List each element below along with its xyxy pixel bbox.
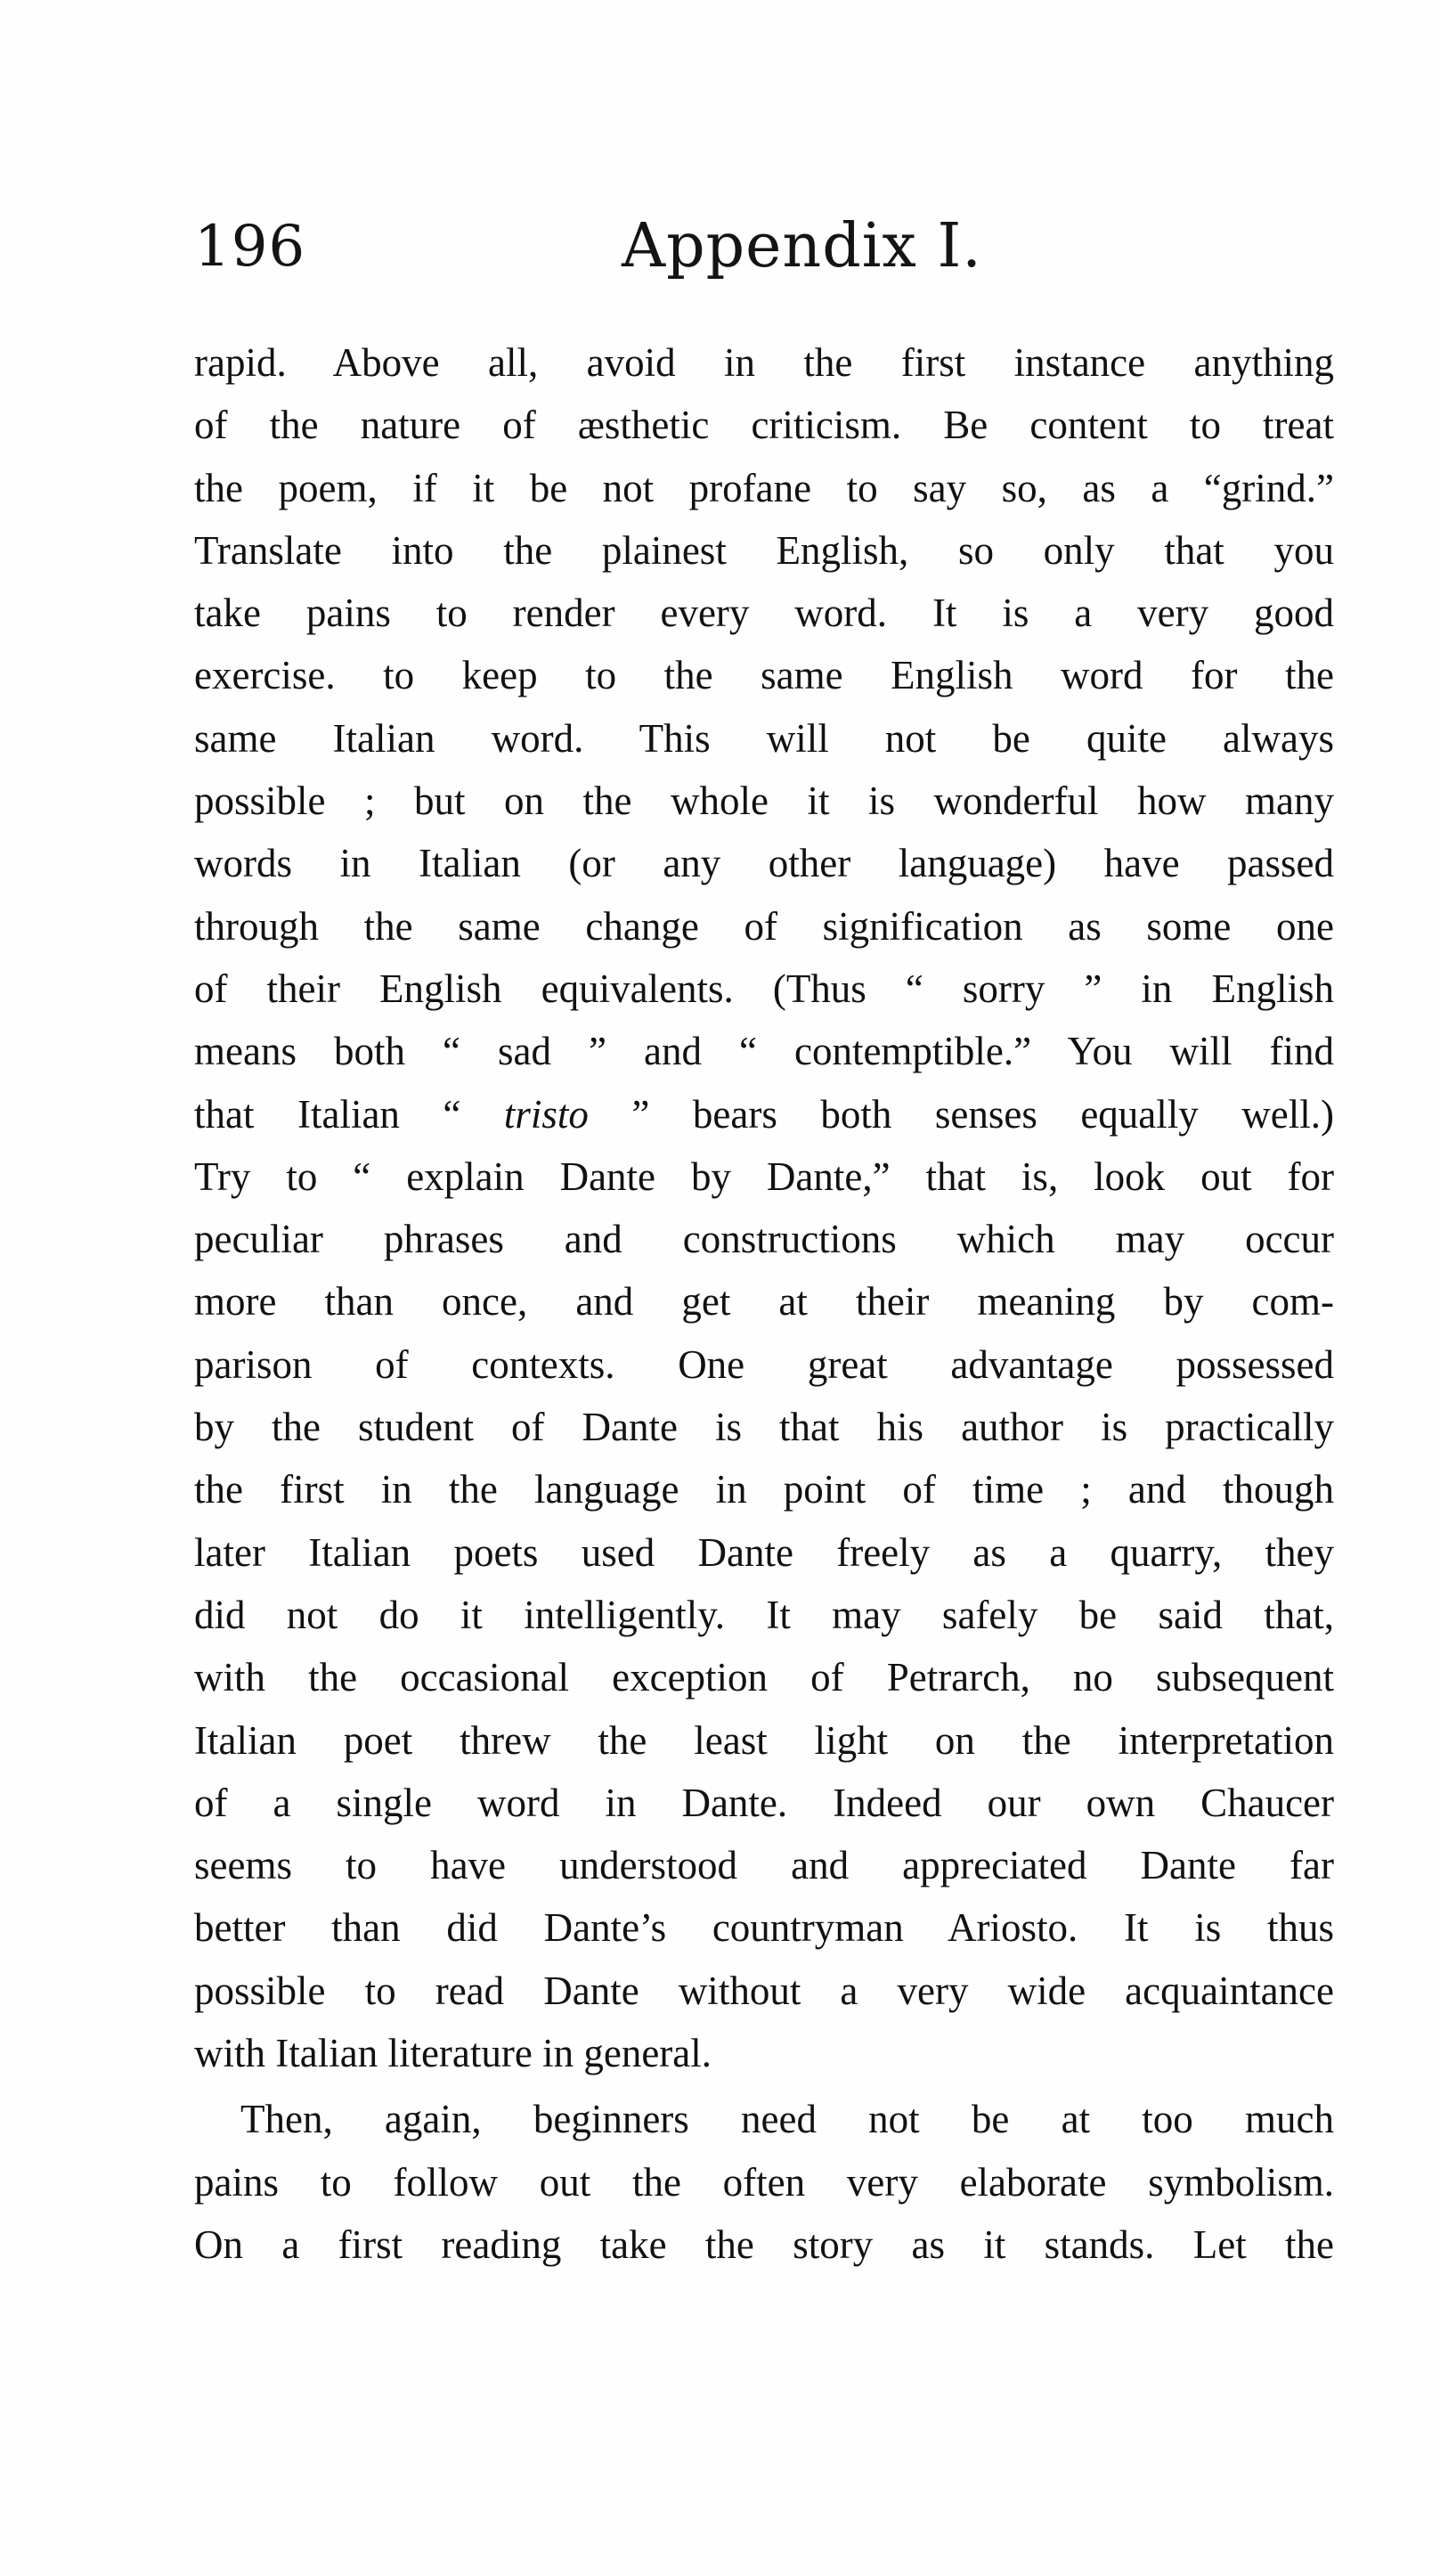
running-title: Appendix I. (622, 211, 982, 281)
text-line: did not do it intelligently. It may safely be said that, (194, 1592, 1334, 1637)
text-line: words in Italian (or any other language) have passed (194, 841, 1334, 886)
text-line: the poem, if it be not profane to say so, as a “grind.” (194, 465, 1334, 510)
text-line: better than did Dante’s countryman Ariosto. It is thus (194, 1905, 1334, 1951)
text-line: Then, again, beginners need not be at too much (240, 2097, 1334, 2142)
text-line: Translate into the plainest English, so only that you (194, 527, 1334, 573)
text-line: by the student of Dante is that his author is practically (194, 1405, 1334, 1450)
text-segment: ” bears both senses equally well.) (588, 1091, 1334, 1137)
text-line: same Italian word. This will not be quite always (194, 715, 1334, 761)
text-line: more than once, and get at their meaning by com- (194, 1279, 1334, 1325)
text-line: take pains to render every word. It is a very good (194, 591, 1334, 636)
text-line: On a first reading take the story as it stands. Let the (194, 2221, 1334, 2267)
text-line: of the nature of æsthetic criticism. Be content to treat (194, 403, 1334, 448)
text-line: seems to have understood and appreciated Dante far (194, 1843, 1334, 1888)
text-line: peculiar phrases and constructions which may occur (194, 1217, 1334, 1262)
paragraph-2 (194, 2088, 1334, 2276)
text-line: Try to “ explain Dante by Dante,” that is, look out for (194, 1153, 1334, 1199)
body-text (194, 331, 1334, 2276)
text-line: parison of contexts. One great advantage possessed (194, 1341, 1334, 1387)
text-line: possible ; but on the whole it is wonderful how many (194, 779, 1334, 824)
text-line: possible to read Dante without a very wide acquaintance (194, 1968, 1334, 2013)
text-line: the first in the language in point of time ; and though (194, 1467, 1334, 1512)
paragraph-1 (194, 331, 1334, 2084)
text-line: through the same change of signification as some one (194, 903, 1334, 949)
page-header (194, 207, 1334, 287)
text-line: of a single word in Dante. Indeed our own Chaucer (194, 1780, 1334, 1825)
text-line: pains to follow out the often very elaborate symbolism. (194, 2159, 1334, 2205)
text-line: later Italian poets used Dante freely as a quarry, they (194, 1529, 1334, 1575)
text-line: Italian poet threw the least light on the interpretation (194, 1717, 1334, 1763)
text-line: means both “ sad ” and “ contemptible.” You will find (194, 1029, 1334, 1074)
text-line: of their English equivalents. (Thus “ sorry ” in English (194, 966, 1334, 1011)
text-line: rapid. Above all, avoid in the first instance anything (194, 340, 1334, 385)
text-line: with the occasional exception of Petrarch, no subsequent (194, 1655, 1334, 1700)
text-line-italic (194, 1083, 1334, 1145)
text-line: with Italian literature in general. (194, 2031, 712, 2076)
page-number: 196 (194, 214, 306, 280)
text-segment: that Italian “ (194, 1091, 504, 1137)
text-line: exercise. to keep to the same English word for the (194, 653, 1334, 698)
italic-word: tristo (503, 1091, 589, 1137)
